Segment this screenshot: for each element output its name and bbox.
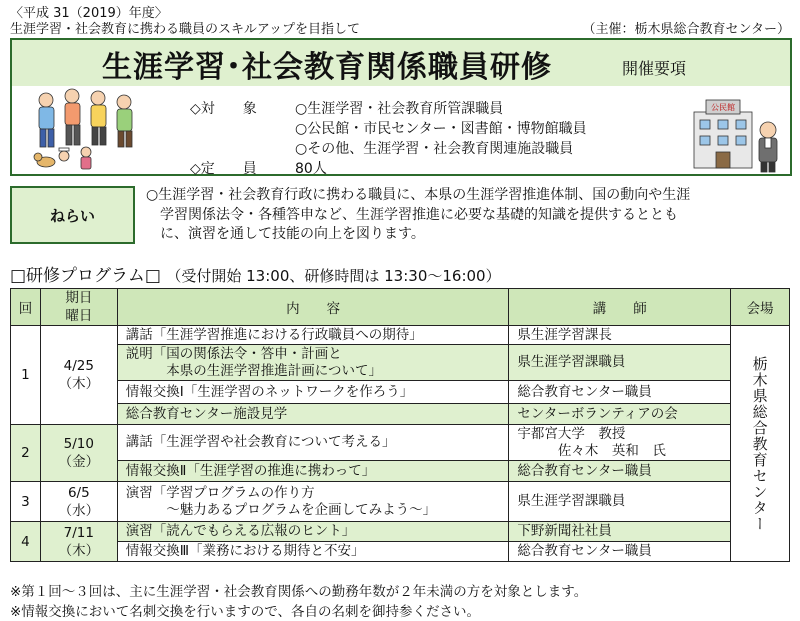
fiscal-year: 〈平成 31（2019）年度〉 [10,6,168,21]
aim-line: 学習関係法令・各種答申など、生涯学習推進に必要な基礎的知識を提供するととも [160,206,678,223]
col-header-venue: 会場 [731,289,790,326]
target-line: ○公民館・市民センター・図書館・博物館職員 [295,121,587,137]
program-time-note: （受付開始 13:00、研修時間は 13:30～16:00） [166,267,501,285]
footnote: ※第１回～３回は、主に生涯学習・社会教育関係への勤務年数が２年未満の方を対象とします。 [10,584,588,600]
page-subtitle: 開催要項 [622,59,687,78]
venue-cell [731,326,790,562]
venue-name: 栃木県総合教育センター [750,355,769,532]
content-line: 演習「学習プログラムの作り方 [125,484,315,501]
session-date [40,326,117,425]
host-organization: （主催：栃木県総合教育センター） [582,22,790,37]
day-value: （木） [58,376,100,392]
col-header-session: 回 [11,289,41,326]
header-lead [10,18,790,37]
capacity-label: ◇定 員 [190,161,257,177]
title-panel [10,38,792,176]
exercising-people-illustration [28,86,148,172]
col-header-date [40,289,117,326]
content-cell: 情報交換Ⅲ「業務における期待と不安」 [117,542,509,562]
community-hall-illustration [688,94,788,174]
content-cell [117,482,509,522]
col-header-day-line: 曜日 [65,308,93,324]
session-date [40,522,117,562]
aim-label: ねらい [49,206,95,225]
lecturer-cell: 県生涯学習課職員 [509,482,731,522]
aim-line: ○生涯学習・社会教育行政に携わる職員に、本県の生涯学習推進体制、国の動向や生涯 [146,187,691,203]
session-number: 3 [11,482,41,522]
lecturer-cell: 総合教育センター職員 [509,542,731,562]
date-value: 7/11 [63,524,94,541]
session-number: 4 [11,522,41,562]
day-value: （水） [58,502,100,519]
col-header-content: 内 容 [117,289,509,326]
content-cell [117,345,509,381]
content-cell: 総合教育センター施設見学 [117,404,509,425]
session-date [40,425,117,482]
lecturer-cell: 県生涯学習課長 [509,326,731,345]
target-line: ○生涯学習・社会教育所管課職員 [295,101,504,117]
content-cell: 情報交換Ⅱ「生涯学習の推進に携わって」 [117,461,509,482]
lecturer-line: 宇都宮大学 教授 [517,425,626,442]
footnote: ※情報交換において名刺交換を行いますので、各自の名刺を御持参ください。 [10,604,481,620]
aim-line: に、演習を通して技能の向上を図ります。 [160,226,425,242]
lead-text: 生涯学習・社会教育に携わる職員のスキルアップを目指して [10,22,360,37]
date-value: 6/5 [67,484,90,501]
day-value: （木） [58,542,100,559]
lecturer-cell [509,425,731,461]
content-cell: 講話「生涯学習推進における行政職員への期待」 [117,326,509,345]
date-value: 5/10 [63,436,94,452]
aim-label-box [10,186,135,244]
day-value: （金） [58,454,100,470]
page-title: 生涯学習･社会教育関係職員研修 [102,50,552,85]
content-line: 説明「国の関係法令・答申・計画と [125,345,342,362]
date-value: 4/25 [63,358,94,374]
session-number: 2 [11,425,41,482]
target-label: ◇対 象 [190,101,257,117]
col-header-lecturer: 講 師 [509,289,731,326]
col-header-date-line: 期日 [65,290,93,306]
target-line: ○その他、生涯学習・社会教育関連施設職員 [295,141,574,157]
content-cell: 演習「読んでもらえる広報のヒント」 [117,522,509,542]
content-line: ～魅力あるプログラムを企画してみよう～」 [125,501,437,518]
content-line: 本県の生涯学習推進計画について」 [125,362,382,379]
lecturer-cell: センターボランティアの会 [509,404,731,425]
building-sign: 公民館 [711,103,735,112]
lecturer-cell: 総合教育センター職員 [509,461,731,482]
lecturer-cell: 県生涯学習課職員 [509,345,731,381]
program-title: □研修プログラム□ [10,266,161,286]
lecturer-line: 佐々木 英和 氏 [517,442,666,459]
session-date [40,482,117,522]
program-table [10,288,790,562]
lecturer-cell: 総合教育センター職員 [509,381,731,404]
program-heading [10,261,501,286]
capacity-value: 80人 [295,161,327,177]
aim-text [146,186,794,245]
session-number: 1 [11,326,41,425]
content-cell: 講話「生涯学習や社会教育について考える」 [117,425,509,461]
lecturer-cell: 下野新聞社社員 [509,522,731,542]
content-cell: 情報交換Ⅰ「生涯学習のネットワークを作ろう」 [117,381,509,404]
